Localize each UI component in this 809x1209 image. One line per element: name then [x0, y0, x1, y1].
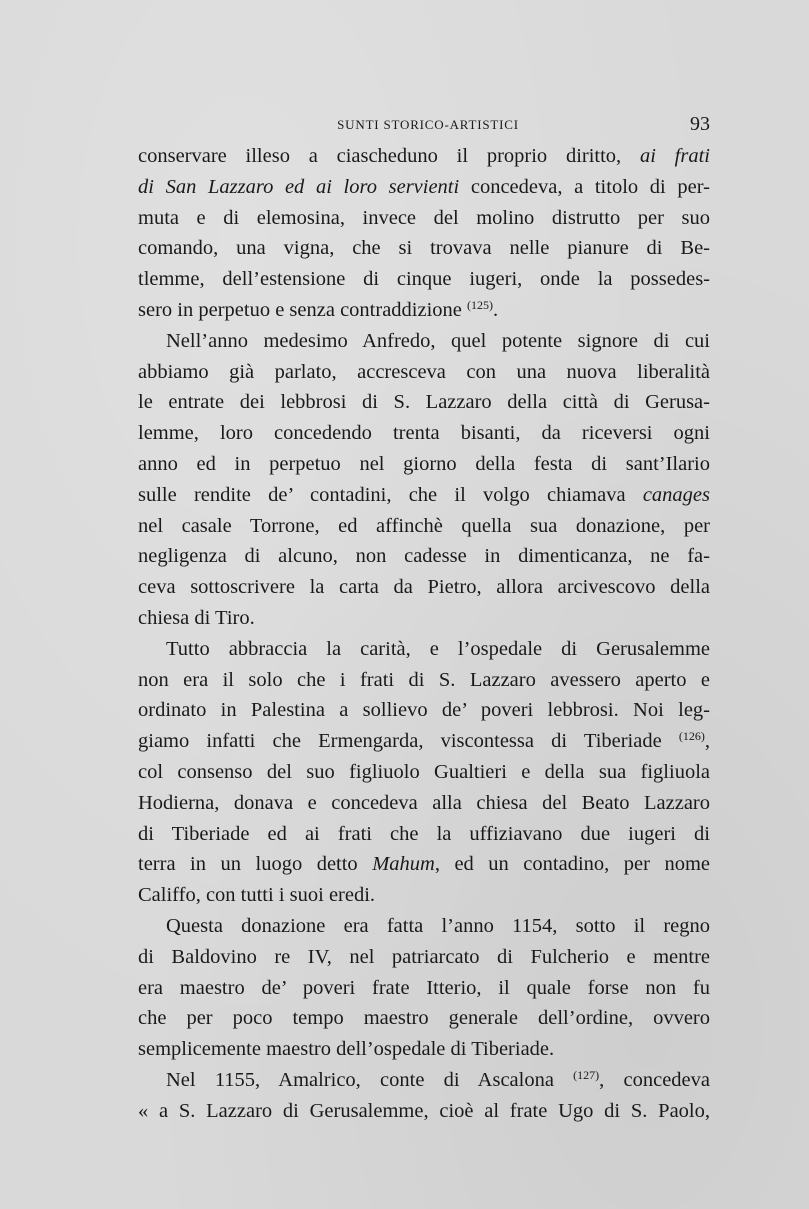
- text-line: [138, 541, 710, 572]
- text-line: [138, 295, 710, 326]
- text-line: [138, 603, 710, 634]
- text-segment: muta e di elemosina, invece del molino distrutto per suo: [138, 206, 710, 229]
- text-line: [138, 357, 710, 388]
- text-segment: tlemme, dell’estensione di cinque iugeri, onde la possedes-: [138, 268, 710, 291]
- text-segment: terra in un luogo detto: [138, 853, 373, 876]
- text-line: [138, 880, 710, 911]
- text-segment: ceva sottoscrivere la carta da Pietro, allora arcivescovo della: [138, 576, 710, 599]
- text-line: [138, 911, 710, 942]
- text-segment: ,: [704, 730, 710, 753]
- text-segment: col consenso del suo figliuolo Gualtieri e della sua figliuola: [138, 760, 710, 783]
- running-title: SUNTI STORICO-ARTISTICI: [337, 117, 519, 132]
- text-line: [138, 973, 710, 1004]
- text-line: [138, 726, 710, 757]
- text-segment: Hodierna, donava e concedeva alla chiesa del Beato Lazzaro: [138, 791, 710, 814]
- text-segment: abbiamo già parlato, accresceva con una nuova liberalità: [138, 360, 710, 383]
- running-head: [138, 113, 710, 139]
- text-segment: sero in perpetuo e senza contraddizione: [138, 298, 468, 321]
- italic-text: di San Lazzaro ed ai loro servienti: [138, 175, 460, 198]
- text-segment: era maestro de’ poveri frate Itterio, il quale forse non fu: [138, 976, 710, 999]
- text-line: [138, 418, 710, 449]
- text-line: [138, 788, 710, 819]
- text-segment: « a S. Lazzaro di Gerusalemme, cioè al frate Ugo di S. Paolo,: [138, 1099, 710, 1122]
- text-segment: Nell’anno medesimo Anfredo, quel potente signore di cui: [166, 329, 710, 352]
- text-segment: , ed un contadino, per nome: [434, 853, 710, 876]
- footnote-ref: (127): [573, 1067, 600, 1082]
- text-line: [138, 942, 710, 973]
- text-segment: nel casale Torrone, ed affinchè quella sua donazione, per: [138, 514, 710, 537]
- text-line: [138, 480, 710, 511]
- text-line: [138, 1003, 710, 1034]
- body-text: [138, 141, 710, 1127]
- text-segment: non era il solo che i frati di S. Lazzaro avessero aperto e: [138, 668, 710, 691]
- text-segment: , concedeva: [599, 1068, 710, 1091]
- text-segment: che per poco tempo maestro generale dell’ordine, ovvero: [138, 1007, 710, 1030]
- text-segment: semplicemente maestro dell’ospedale di Tiberiade.: [138, 1038, 555, 1061]
- text-line: [138, 264, 710, 295]
- text-segment: comando, una vigna, che si trovava nelle pianure di Be-: [138, 237, 710, 260]
- text-line: [138, 819, 710, 850]
- text-line: [138, 511, 710, 542]
- text-segment: lemme, loro concedendo trenta bisanti, da riceversi ogni: [138, 422, 710, 445]
- text-line: [138, 757, 710, 788]
- italic-text: canages: [642, 483, 710, 506]
- text-line: [138, 1096, 710, 1127]
- text-line: [138, 572, 710, 603]
- text-line: [138, 233, 710, 264]
- text-segment: Nel 1155, Amalrico, conte di Ascalona: [166, 1068, 574, 1091]
- text-line: [138, 172, 710, 203]
- text-segment: ordinato in Palestina a sollievo de’ poveri lebbrosi. Noi leg-: [138, 699, 710, 722]
- text-line: [138, 203, 710, 234]
- text-segment: di Tiberiade ed ai frati che la uffiziavano due iugeri di: [138, 822, 710, 845]
- text-segment: di Baldovino re IV, nel patriarcato di Fulcherio e mentre: [138, 945, 710, 968]
- text-line: [138, 1065, 710, 1096]
- text-segment: .: [493, 298, 499, 321]
- text-segment: le entrate dei lebbrosi di S. Lazzaro della città di Gerusa-: [138, 391, 710, 414]
- italic-text: ai frati: [639, 145, 710, 167]
- text-segment: chiesa di Tiro.: [138, 606, 255, 629]
- italic-text: Mahum: [372, 853, 435, 876]
- footnote-ref: (125): [467, 297, 494, 312]
- text-segment: Tutto abbraccia la carità, e l’ospedale di Gerusalemme: [166, 637, 710, 660]
- text-segment: Califfo, con tutti i suoi eredi.: [138, 884, 376, 907]
- text-line: [138, 449, 710, 480]
- text-segment: giamo infatti che Ermengarda, viscontessa di Tiberiade: [138, 730, 679, 753]
- text-segment: sulle rendite de’ contadini, che il volgo chiamava: [138, 483, 643, 506]
- text-line: [138, 695, 710, 726]
- text-segment: concedeva, a titolo di per-: [459, 175, 710, 198]
- text-line: [138, 326, 710, 357]
- text-line: [138, 387, 710, 418]
- text-segment: negligenza di alcuno, non cadesse in dimenticanza, ne fa-: [138, 545, 710, 568]
- text-segment: Questa donazione era fatta l’anno 1154, sotto il regno: [166, 914, 710, 937]
- text-line: [138, 1034, 710, 1065]
- text-line: [138, 849, 710, 880]
- footnote-ref: (126): [678, 729, 705, 744]
- text-line: [138, 141, 710, 172]
- text-line: [138, 634, 710, 665]
- text-segment: anno ed in perpetuo nel giorno della festa di sant’Ilario: [138, 452, 710, 475]
- text-segment: conservare illeso a ciascheduno il proprio diritto,: [138, 145, 640, 167]
- page-number: 93: [690, 113, 710, 135]
- text-line: [138, 665, 710, 696]
